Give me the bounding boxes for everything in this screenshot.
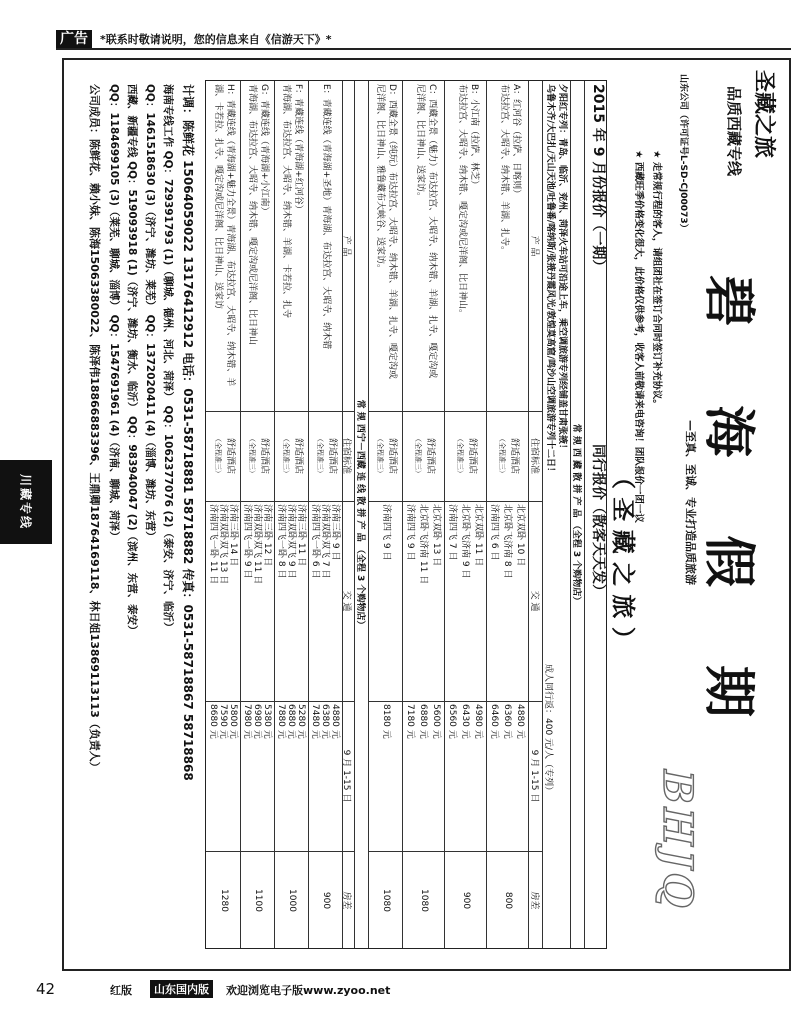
hotel-name: 舒适酒店 [225, 437, 235, 474]
price: 5600 元 [431, 704, 441, 739]
footer-region: 山东国内版 [150, 980, 213, 998]
notice-item: ★ 走常规行程的客人，请组团社在签订合同时签订补充协议。 [651, 150, 662, 409]
row-prices [241, 701, 274, 851]
row-route: 尼洋阁、比日神山、送家访。 [415, 84, 425, 202]
row-name: E：青藏连线（青海湖+圣地）青海湖、布达拉宫、大昭寺、纳木错 [321, 84, 331, 350]
row-prices [275, 701, 308, 851]
contact-line: 西藏、新疆专线 QQ：519093918 (1)（济宁、潍坊、衡水、临沂） QQ：983940047 (2)（滨州、东营、泰安） [126, 84, 138, 636]
option: 北京双卧 11 日 [473, 504, 483, 567]
row-name: A：红河谷（拉萨、日喀则） [511, 84, 521, 199]
rotated-content [66, 60, 791, 969]
hotel-name: 舒适酒店 [293, 437, 303, 474]
row-diff: 1080 [381, 889, 391, 912]
sunset-line1: 夕阳红专列：青岛、临沂、兖州、菏泽火车站可沿途上车，乘空调旅游专列经铺盖甘肃张掖！ [557, 84, 567, 454]
price: 5280 元 [296, 704, 306, 739]
option: 北京双卧 13 日 [431, 504, 441, 567]
hotel-sub: （全程准三） [498, 435, 506, 477]
row-diff: 1280 [219, 889, 229, 912]
hotel-sub: （全程准三） [376, 435, 384, 477]
option: 济南三卧 14 日 [228, 504, 238, 567]
option: 北京卧飞济南 9 日 [460, 504, 470, 579]
price: 8180 元 [381, 704, 391, 739]
section-header-qinghai [354, 81, 368, 948]
row-prices [309, 701, 342, 851]
column-header-row [342, 81, 354, 948]
col-traffic: 交 通 [529, 590, 539, 612]
row-route: 湖、卡若拉、扎寺、嘎定沟或尼洋阁、比日神山、送家访 [213, 84, 223, 310]
header-bar [56, 30, 791, 50]
option: 济南四飞一卧 9 日 [242, 504, 252, 579]
row-product [369, 81, 402, 411]
col-hotel: 住宿标准 [529, 437, 539, 474]
header-note: *联系时敬请说明，您的信息来自《信游天下》* [100, 33, 332, 46]
hotel-sub: （全程准三） [282, 435, 290, 477]
row-product [309, 81, 342, 411]
row-options [487, 501, 528, 701]
row-product [206, 81, 240, 411]
price: 6430 元 [460, 704, 470, 739]
row-options [309, 501, 342, 701]
table-row [444, 81, 486, 948]
row-options [403, 501, 444, 701]
hotel-name: 舒适酒店 [259, 437, 269, 474]
price: 4880 元 [515, 704, 525, 739]
section-title: 常 规 西宁－西藏 连 线 散 拼 产 品 （全程 3 个购物店） [355, 399, 365, 630]
row-name: D：西藏全景（纯玩）布达拉宫、大昭寺、纳木错、羊湖、扎寺、嘎定沟或 [387, 84, 397, 379]
col-hotel: 住宿标准 [341, 437, 351, 474]
row-diff: 1000 [287, 889, 297, 912]
row-route: 布达拉宫、大昭寺、纳木错、羊湖、扎寺。 [499, 84, 509, 256]
price: 6380 元 [320, 704, 330, 739]
row-hotel [275, 411, 308, 501]
section-title: 常 规 西 藏 散 拼 产 品 （全程 3 个购物店） [571, 423, 581, 606]
row-options [445, 501, 486, 701]
hotel-name: 舒适酒店 [387, 437, 397, 474]
price: 7180 元 [405, 704, 415, 739]
row-product [241, 81, 274, 411]
row-name: G：青藏连线（青海湖+小江南） [259, 84, 269, 216]
row-prices [487, 701, 528, 851]
row-hotel [403, 411, 444, 501]
tour-title: （ 圣 藏 之 旅 ） [609, 465, 637, 651]
row-options [369, 501, 402, 701]
row-hotel [206, 411, 240, 501]
option: 济南四飞 9 日 [405, 504, 415, 561]
table-row [240, 81, 274, 948]
hotel-name: 舒适酒店 [425, 437, 435, 474]
row-name: B：小江南（拉萨、林芝） [469, 84, 479, 190]
row-options [275, 501, 308, 701]
price: 8680 元 [208, 704, 218, 739]
footer-tagline: 欢迎浏览电子版www.zyoo.net [226, 984, 391, 997]
price: 6360 元 [502, 704, 512, 739]
col-diff: 房差 [341, 891, 351, 910]
ad-tag: 广告 [56, 30, 92, 48]
sunset-row [542, 81, 570, 948]
table-row [308, 81, 342, 948]
column-header-row [528, 81, 542, 948]
row-prices [445, 701, 486, 851]
row-name: F：青藏连线（青海湖+红河谷） [293, 84, 303, 214]
row-route: 尼洋阁、比日神山、雅鲁藏布大峡谷、送家访。 [375, 84, 385, 274]
hotel-name: 舒适酒店 [509, 437, 519, 474]
option: 济南双卧双飞 9 日 [286, 504, 296, 579]
option: 济南双卧双飞 13 日 [218, 504, 228, 585]
hotel-sub: （全程准三） [316, 435, 324, 477]
price: 6880 元 [286, 704, 296, 739]
row-route: 布达拉宫、大昭寺、纳木错、嘎定沟或尼洋阁、比日神山。 [457, 84, 467, 319]
row-prices [206, 701, 240, 851]
row-hotel [445, 411, 486, 501]
row-options [241, 501, 274, 701]
option: 济南三卧 11 日 [296, 504, 306, 567]
price: 4880 元 [330, 704, 340, 739]
option: 济南四飞一卧 11 日 [208, 504, 218, 585]
option: 济南四飞 9 日 [381, 504, 391, 561]
row-diff: 800 [503, 891, 513, 910]
option: 北京卧飞济南 11 日 [418, 504, 428, 585]
price: 5800 元 [228, 704, 238, 739]
table-row [402, 81, 444, 948]
ad-frame [62, 58, 791, 971]
contact-line: QQ：1461518630 (3)（济宁、潍坊、莱芜） QQ：1372020411 (4)（淄博、潍坊、东营） [144, 84, 156, 542]
row-diff: 1080 [419, 889, 429, 912]
side-tab [0, 460, 52, 544]
company-title: 碧 海 假 期 [698, 275, 758, 748]
section-header-regular [570, 81, 584, 948]
row-options [206, 501, 240, 701]
row-hotel [309, 411, 342, 501]
sunset-desc [543, 81, 570, 641]
option: 济南三卧 9 日 [330, 504, 340, 561]
product-name: 圣藏之旅 [751, 70, 776, 159]
row-name: H：青藏连线（青海湖+魅力全景）青海湖、布达拉宫、大昭寺、纳木错、羊 [225, 84, 235, 387]
price: 7980 元 [242, 704, 252, 739]
row-product [445, 81, 486, 411]
option: 济南四飞一卧 8 日 [276, 504, 286, 579]
option: 北京双卧 10 日 [515, 504, 525, 567]
table-title-mid: 同行报价（散客天天发） [590, 444, 606, 598]
col-product: 产 品 [529, 235, 539, 257]
option: 济南四飞 6 日 [489, 504, 499, 561]
row-product [487, 81, 528, 411]
license-number: 山东公司（许可证号L-SD-CJ00073） [678, 74, 688, 233]
hotel-name: 舒适酒店 [327, 437, 337, 474]
row-product [403, 81, 444, 411]
price: 5380 元 [262, 704, 272, 739]
col-date: 9 月 1-15 日 [529, 749, 539, 803]
hotel-sub: （全程准三） [414, 435, 422, 477]
col-date: 9 月 1-15 日 [341, 749, 351, 803]
notice-list [629, 150, 665, 523]
row-hotel [241, 411, 274, 501]
price: 7480 元 [310, 704, 320, 739]
col-diff: 房差 [529, 891, 539, 910]
sunset-line2: 乌鲁木齐/大巴扎/天山天池/吐鲁番/喀纳斯/张掖丹霞风光/敦煌莫高窟/鸣沙山空调旅游专列十二日！ [545, 84, 555, 477]
contact-block [73, 80, 197, 949]
notice-item: ★ 西藏旺季价格变化很大，此价格仅供参考，收客人前敬请来电咨询！团队报价一团一议 [633, 150, 644, 523]
price: 6980 元 [252, 704, 262, 739]
col-product: 产 品 [341, 235, 351, 257]
hotel-name: 舒适酒店 [467, 437, 477, 474]
price: 7880 元 [276, 704, 286, 739]
table-title-row [584, 81, 606, 948]
option: 济南双卧双飞 7 日 [320, 504, 330, 579]
row-route: 青海湖、布达拉宫、大昭寺、纳木错、嘎定沟或尼洋阁、比日神山 [247, 84, 257, 346]
side-tab-label: 川藏专线 [18, 473, 33, 531]
row-hotel [487, 411, 528, 501]
row-prices [403, 701, 444, 851]
price: 7590 元 [218, 704, 228, 739]
hotel-sub: （全程准三） [456, 435, 464, 477]
contact-line: QQ：1184699105 (3)（莱芜、聊城、淄博） QQ：1547691961 (4)（济南、聊城、菏泽） [108, 84, 120, 542]
row-hotel [369, 411, 402, 501]
option: 济南双卧双飞 11 日 [252, 504, 262, 585]
option: 济南四飞一卧 6 日 [310, 504, 320, 579]
row-diff: 1100 [253, 889, 263, 912]
hotel-sub: （全程准三） [214, 435, 222, 477]
row-product [275, 81, 308, 411]
contact-line: 公司成员：陈鲜花、赖小妹、陈海15063380022、陈泽伟18866883396、王鼎卿18764169118、林日姐13869113113（负责人） [88, 84, 101, 773]
row-name: C：西藏全景（魅力）布达拉宫、大昭寺、纳木错、羊湖、扎寺、嘎定沟或 [427, 84, 437, 379]
option: 济南三卧 12 日 [262, 504, 272, 567]
footer-edition: 红版 [110, 984, 132, 997]
contact-line: 海南专线工作 QQ：729391793 (1)（聊城、德州、河北、菏泽） QQ：1062377076 (2)（泰安、济宁、临沂） [162, 84, 174, 633]
company-logo: BHJQ [654, 770, 701, 912]
table-row [368, 81, 402, 948]
hotel-sub: （全程准三） [248, 435, 256, 477]
table-row [274, 81, 308, 948]
page-number: 42 [36, 980, 56, 998]
row-prices [369, 701, 402, 851]
company-slogan: —至真、至诚、专业打造品质旅游 [684, 420, 697, 585]
contact-line: 计调：陈鲜花 15064059022 13176412912 电话：0531-58718881 58718882 传真：0531-58718867 58718868 [181, 84, 195, 781]
option: 济南四飞 7 日 [447, 504, 457, 561]
col-traffic: 交 通 [341, 590, 351, 612]
row-diff: 900 [461, 891, 471, 910]
price: 6880 元 [418, 704, 428, 739]
table-title: 2015 年 9 月份报价（一期） [590, 84, 606, 274]
table-row [486, 81, 528, 948]
price: 4980 元 [473, 704, 483, 739]
table-row [206, 81, 240, 948]
option: 北京卧飞济南 8 日 [502, 504, 512, 579]
price: 6560 元 [447, 704, 457, 739]
price-table [205, 80, 607, 949]
row-diff: 900 [321, 891, 331, 910]
row-route: 青海湖、布达拉宫、大昭寺、纳木错、羊湖、卡若拉、扎寺 [281, 84, 291, 319]
sunset-price: 成人同行返：400 元/人（专列） [543, 664, 553, 796]
price: 6460 元 [489, 704, 499, 739]
product-subtitle: 品质西藏专线 [725, 86, 743, 177]
